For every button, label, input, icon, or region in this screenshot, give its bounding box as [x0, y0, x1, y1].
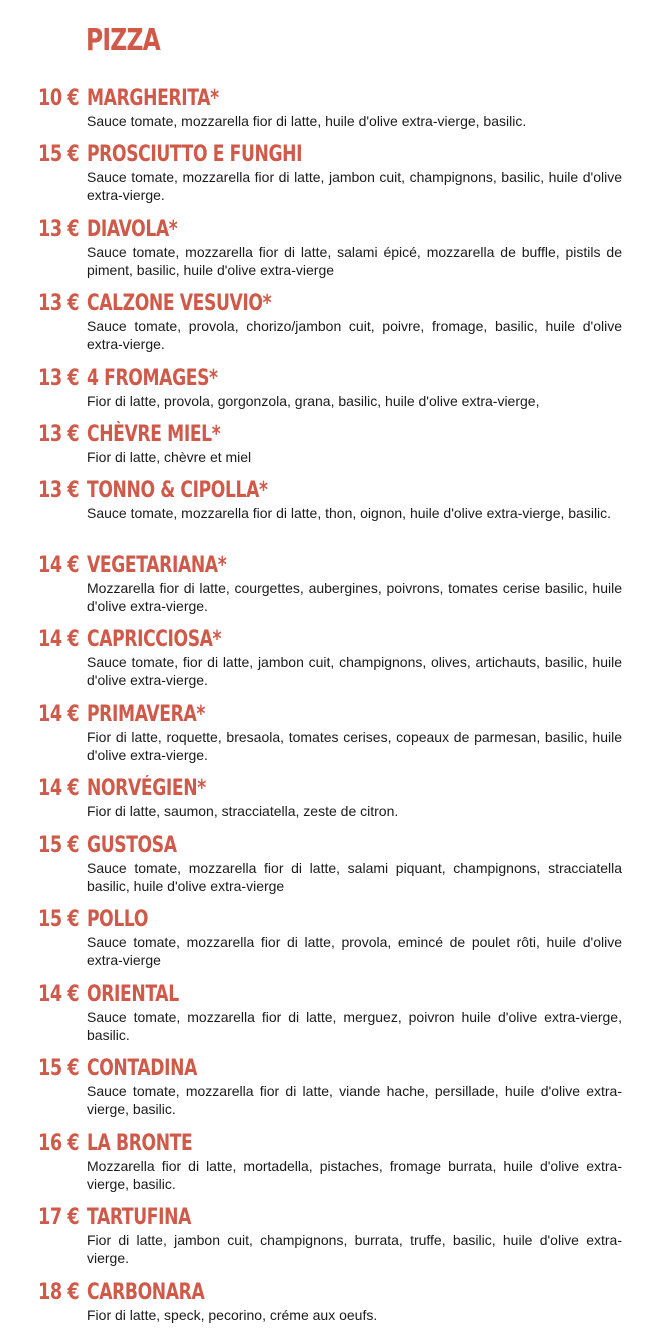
item-name: CHÈVRE MIEL* [87, 422, 221, 448]
menu-item-prosciutto-e-funghi [0, 142, 660, 217]
item-price: 17 € [38, 1205, 80, 1231]
item-name: 4 FROMAGES* [87, 365, 218, 391]
menu-item-4-fromages [0, 366, 660, 422]
item-price: 18 € [38, 1279, 80, 1305]
menu-item-primavera [0, 702, 660, 777]
item-price: 16 € [38, 1130, 80, 1156]
item-name: PROSCIUTTO E FUNGHI [87, 142, 303, 168]
item-price: 15 € [38, 142, 80, 168]
section-title: PIZZA [86, 23, 161, 58]
menu-item-contadina [0, 1056, 660, 1131]
item-price: 10 € [38, 86, 80, 111]
menu-item-vegetariana [0, 553, 660, 628]
item-name: CAPRICCIOSA* [87, 627, 222, 653]
menu-item-calzone-vesuvio [0, 291, 660, 366]
menu-item-carbonara [0, 1280, 660, 1336]
item-price: 13 € [38, 422, 80, 448]
menu-item-capricciosa [0, 627, 660, 702]
item-name: CARBONARA [87, 1279, 205, 1305]
item-price: 14 € [38, 776, 80, 802]
item-description: Sauce tomate, mozzarella fior di latte, thon, oignon, huile d'olive extra-vierge, basilic. [87, 505, 612, 522]
item-description: Fior di latte, roquette, bresaola, tomates cerises, copeaux de parmesan, basilic, huile d'olive extra-vierge. [87, 728, 622, 763]
item-name: PRIMAVERA* [87, 701, 205, 727]
item-description: Fior di latte, speck, pecorino, créme aux oeufs. [87, 1306, 378, 1323]
menu-item-oriental [0, 982, 660, 1057]
pizza-menu-list [0, 86, 660, 1336]
item-description: Sauce tomate, mozzarella fior di latte, salami épicé, mozzarella de buffle, pistils de piment, basilic, huile d'olive extra-vierge [87, 243, 622, 278]
item-price: 14 € [38, 981, 80, 1007]
item-name: CONTADINA [87, 1056, 197, 1082]
menu-item-chevre-miel [0, 422, 660, 478]
item-name: CALZONE VESUVIO* [87, 291, 272, 317]
item-name: GUSTOSA [87, 832, 177, 858]
item-price: 15 € [38, 832, 80, 858]
item-description: Fior di latte, provola, gorgonzola, grana, basilic, huile d'olive extra-vierge, [87, 392, 540, 409]
item-description: Fior di latte, jambon cuit, champignons, burrata, truffe, basilic, huile d'olive extra-vierge. [87, 1232, 622, 1267]
item-price: 13 € [38, 478, 80, 504]
item-price: 15 € [38, 1056, 80, 1082]
item-price: 15 € [38, 907, 80, 933]
item-description: Sauce tomate, mozzarella fior di latte, provola, emincé de poulet rôti, huile d'olive extra-vierge [87, 934, 622, 969]
item-name: MARGHERITA* [87, 86, 219, 111]
item-name: VEGETARIANA* [87, 552, 227, 578]
menu-item-norvegien [0, 776, 660, 832]
item-description: Fior di latte, saumon, stracciatella, zeste de citron. [87, 803, 399, 820]
item-description: Sauce tomate, provola, chorizo/jambon cuit, poivre, fromage, basilic, huile d'olive extra-vierge. [87, 318, 622, 353]
item-name: POLLO [87, 907, 149, 933]
menu-item-la-bronte [0, 1131, 660, 1206]
item-name: TONNO & CIPOLLA* [87, 478, 268, 504]
item-description: Sauce tomate, mozzarella fior di latte, huile d'olive extra-vierge, basilic. [87, 113, 527, 129]
menu-item-gustosa [0, 833, 660, 908]
item-description: Mozzarella fior di latte, mortadella, pistaches, fromage burrata, huile d'olive extra-vierge, basilic. [87, 1157, 622, 1192]
menu-item-diavola [0, 217, 660, 292]
item-price: 13 € [38, 216, 80, 242]
item-description: Fior di latte, chèvre et miel [87, 449, 252, 466]
item-price: 14 € [38, 701, 80, 727]
item-description: Sauce tomate, mozzarella fior di latte, jambon cuit, champignons, basilic, huile d'olive extra-vierge. [87, 169, 622, 204]
menu-item-tonno-cipolla [0, 478, 660, 553]
item-price: 13 € [38, 291, 80, 317]
menu-item-tartufina [0, 1205, 660, 1280]
item-price: 14 € [38, 552, 80, 578]
menu-item-margherita [0, 86, 660, 142]
item-name: LA BRONTE [87, 1130, 193, 1156]
menu-item-pollo [0, 907, 660, 982]
item-name: TARTUFINA [87, 1205, 191, 1231]
item-description: Sauce tomate, fior di latte, jambon cuit, champignons, olives, artichauts, basilic, huile d'olive extra-vierge. [87, 654, 622, 689]
item-name: NORVÉGIEN* [87, 776, 206, 802]
item-price: 14 € [38, 627, 80, 653]
item-description: Sauce tomate, mozzarella fior di latte, merguez, poivron huile d'olive extra-vierge, basilic. [87, 1008, 622, 1043]
item-name: ORIENTAL [87, 981, 179, 1007]
item-description: Sauce tomate, mozzarella fior di latte, salami piquant, champignons, stracciatella basilic, huile d'olive extra-vierge [87, 859, 622, 894]
item-description: Sauce tomate, mozzarella fior di latte, viande hache, persillade, huile d'olive extra-vierge, basilic. [87, 1083, 622, 1118]
item-price: 13 € [38, 365, 80, 391]
item-name: DIAVOLA* [87, 216, 178, 242]
item-description: Mozzarella fior di latte, courgettes, aubergines, poivrons, tomates cerise basilic, huile d'olive extra-vierge. [87, 579, 622, 614]
